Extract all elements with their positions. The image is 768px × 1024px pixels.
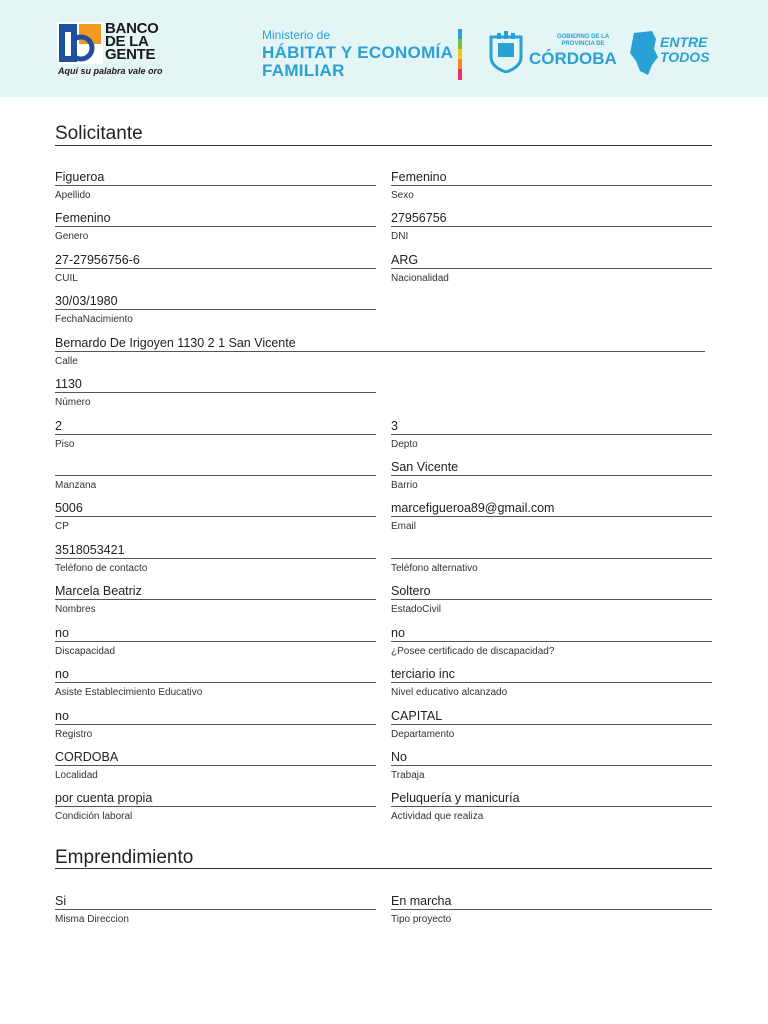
slogan-line2: TODOS (660, 49, 710, 65)
field-tipo-proyecto (391, 894, 712, 934)
field-calle (55, 336, 705, 376)
field-label: Trabaja (391, 770, 425, 781)
field-misma-direccion (55, 894, 376, 934)
field-value: Bernardo De Irigoyen 1130 2 1 San Vicente (55, 336, 296, 350)
slogan-line1: ENTRE (660, 34, 708, 50)
field-label: Depto (391, 439, 418, 450)
field-label: Nacionalidad (391, 273, 449, 284)
field-label: ¿Posee certificado de discapacidad? (391, 646, 555, 657)
field-cuil (55, 253, 376, 293)
gov-label-line2: PROVINCIA DE (561, 41, 605, 47)
field-underline (55, 641, 376, 642)
field-label: Discapacidad (55, 646, 116, 657)
field-label: Nombres (55, 604, 96, 615)
field-value: 27956756 (391, 211, 447, 225)
field-sexo (391, 170, 712, 210)
field-label: Sexo (391, 190, 414, 201)
field-localidad (55, 750, 376, 790)
bank-tagline: Aquí su palabra vale oro (58, 66, 163, 76)
field-label: Departamento (391, 729, 455, 740)
field-value: no (55, 709, 69, 723)
bank-name-line1: BANCO (105, 20, 159, 37)
bank-name-line3: GENTE (105, 46, 156, 63)
section-title-solicitante: Solicitante (55, 123, 143, 144)
field-underline (391, 516, 712, 517)
field-underline (391, 599, 712, 600)
field-label: Barrio (391, 480, 418, 491)
field-posee-certificado-de-discapacidad (391, 626, 712, 666)
field-value: 3518053421 (55, 543, 125, 557)
field-manzana (55, 460, 376, 500)
field-underline (391, 558, 712, 559)
field-underline (55, 724, 376, 725)
field-label: CUIL (55, 273, 78, 284)
field-label: EstadoCivil (391, 604, 442, 615)
field-label: Email (391, 521, 417, 532)
page-header (0, 0, 768, 97)
field-underline (391, 226, 712, 227)
field-value: 27-27956756-6 (55, 253, 140, 267)
field-underline (391, 185, 712, 186)
field-underline (55, 226, 376, 227)
field-value: Soltero (391, 584, 431, 598)
field-trabaja (391, 750, 712, 790)
field-label: Apellido (55, 190, 91, 201)
field-label: Teléfono alternativo (391, 563, 478, 574)
field-underline (55, 392, 376, 393)
field-value: 2 (55, 419, 62, 433)
field-underline (391, 909, 712, 910)
field-value: Femenino (391, 170, 447, 184)
field-underline (55, 185, 376, 186)
gov-province-name: CÓRDOBA (529, 49, 617, 68)
field-underline (55, 516, 376, 517)
field-telefono-alternativo (391, 543, 712, 583)
field-value: En marcha (391, 894, 452, 908)
field-underline (55, 434, 376, 435)
field-underline (391, 641, 712, 642)
field-value: no (55, 667, 69, 681)
field-underline (391, 724, 712, 725)
field-label: Registro (55, 729, 93, 740)
field-value: Marcela Beatriz (55, 584, 142, 598)
section-title-emprendimiento: Emprendimiento (55, 847, 194, 868)
field-value: CAPITAL (391, 709, 443, 723)
field-underline (55, 765, 376, 766)
field-label: Asiste Establecimiento Educativo (55, 687, 203, 698)
ministry-name-line1: HÁBITAT Y ECONOMÍA (262, 43, 454, 62)
ministry-name-line2: FAMILIAR (262, 61, 345, 80)
field-nombres (55, 584, 376, 624)
field-value: No (391, 750, 407, 764)
field-label: CP (55, 521, 69, 532)
field-apellido (55, 170, 376, 210)
field-underline (55, 599, 376, 600)
field-value: por cuenta propia (55, 791, 153, 805)
field-label: Condición laboral (55, 811, 133, 822)
gov-label-line1: GOBIERNO DE LA (556, 34, 610, 40)
field-actividad-que-realiza (391, 791, 712, 831)
ministry-prefix: Ministerio de (262, 28, 331, 42)
field-label: Nivel educativo alcanzado (391, 687, 508, 698)
field-barrio (391, 460, 712, 500)
field-label: Localidad (55, 770, 98, 781)
entre-todos-slogan (660, 35, 710, 65)
field-underline (55, 268, 376, 269)
field-value: ARG (391, 253, 419, 267)
field-underline (55, 309, 376, 310)
field-label: FechaNacimiento (55, 314, 133, 325)
field-value: marcefigueroa89@gmail.com (391, 501, 555, 515)
field-label: Teléfono de contacto (55, 563, 148, 574)
field-numero (55, 377, 376, 417)
bank-name-line2: DE LA (105, 33, 149, 50)
field-label: Tipo proyecto (391, 914, 452, 925)
field-underline (55, 806, 376, 807)
field-value: Femenino (55, 211, 111, 225)
field-nivel-educativo-alcanzado (391, 667, 712, 707)
field-underline (55, 558, 376, 559)
field-label: Número (55, 397, 91, 408)
field-estadocivil (391, 584, 712, 624)
field-value: Si (55, 894, 67, 908)
field-nacionalidad (391, 253, 712, 293)
field-value: Peluquería y manicuría (391, 791, 520, 805)
field-underline (55, 909, 376, 910)
field-label: Piso (55, 439, 75, 450)
field-underline (391, 434, 712, 435)
field-genero (55, 211, 376, 251)
field-underline (55, 682, 376, 683)
field-value: terciario inc (391, 667, 455, 681)
field-value: 30/03/1980 (55, 294, 118, 308)
field-underline (391, 765, 712, 766)
section-divider (55, 868, 712, 869)
field-underline (391, 806, 712, 807)
field-email (391, 501, 712, 541)
field-dni (391, 211, 712, 251)
field-underline (55, 351, 705, 352)
field-discapacidad (55, 626, 376, 666)
field-label: Misma Direccion (55, 914, 129, 925)
field-value: San Vicente (391, 460, 459, 474)
field-label: Genero (55, 231, 89, 242)
field-underline (391, 475, 712, 476)
field-cp (55, 501, 376, 541)
banco-de-la-gente-logo-icon (57, 22, 103, 64)
field-label: DNI (391, 231, 409, 242)
field-label: Calle (55, 356, 78, 367)
field-depto (391, 419, 712, 459)
field-value: 3 (391, 419, 398, 433)
field-asiste-establecimiento-educativo (55, 667, 376, 707)
field-label: Actividad que realiza (391, 811, 484, 822)
gov-label (553, 34, 613, 48)
field-underline (55, 475, 376, 476)
field-value: Figueroa (55, 170, 105, 184)
field-condicion-laboral (55, 791, 376, 831)
field-piso (55, 419, 376, 459)
field-underline (391, 268, 712, 269)
field-value: 5006 (55, 501, 83, 515)
field-value: no (55, 626, 69, 640)
field-registro (55, 709, 376, 749)
field-value: 1130 (55, 377, 82, 391)
color-bar-icon (458, 29, 462, 80)
field-underline (391, 682, 712, 683)
field-telefono-de-contacto (55, 543, 376, 583)
section-divider (55, 145, 712, 146)
field-departamento (391, 709, 712, 749)
bank-name (105, 22, 159, 61)
field-label: Manzana (55, 480, 97, 491)
field-value: CORDOBA (55, 750, 119, 764)
field-fechanacimiento (55, 294, 376, 334)
field-value: no (391, 626, 405, 640)
cordoba-map-icon (628, 31, 660, 75)
cordoba-shield-icon (488, 31, 524, 73)
